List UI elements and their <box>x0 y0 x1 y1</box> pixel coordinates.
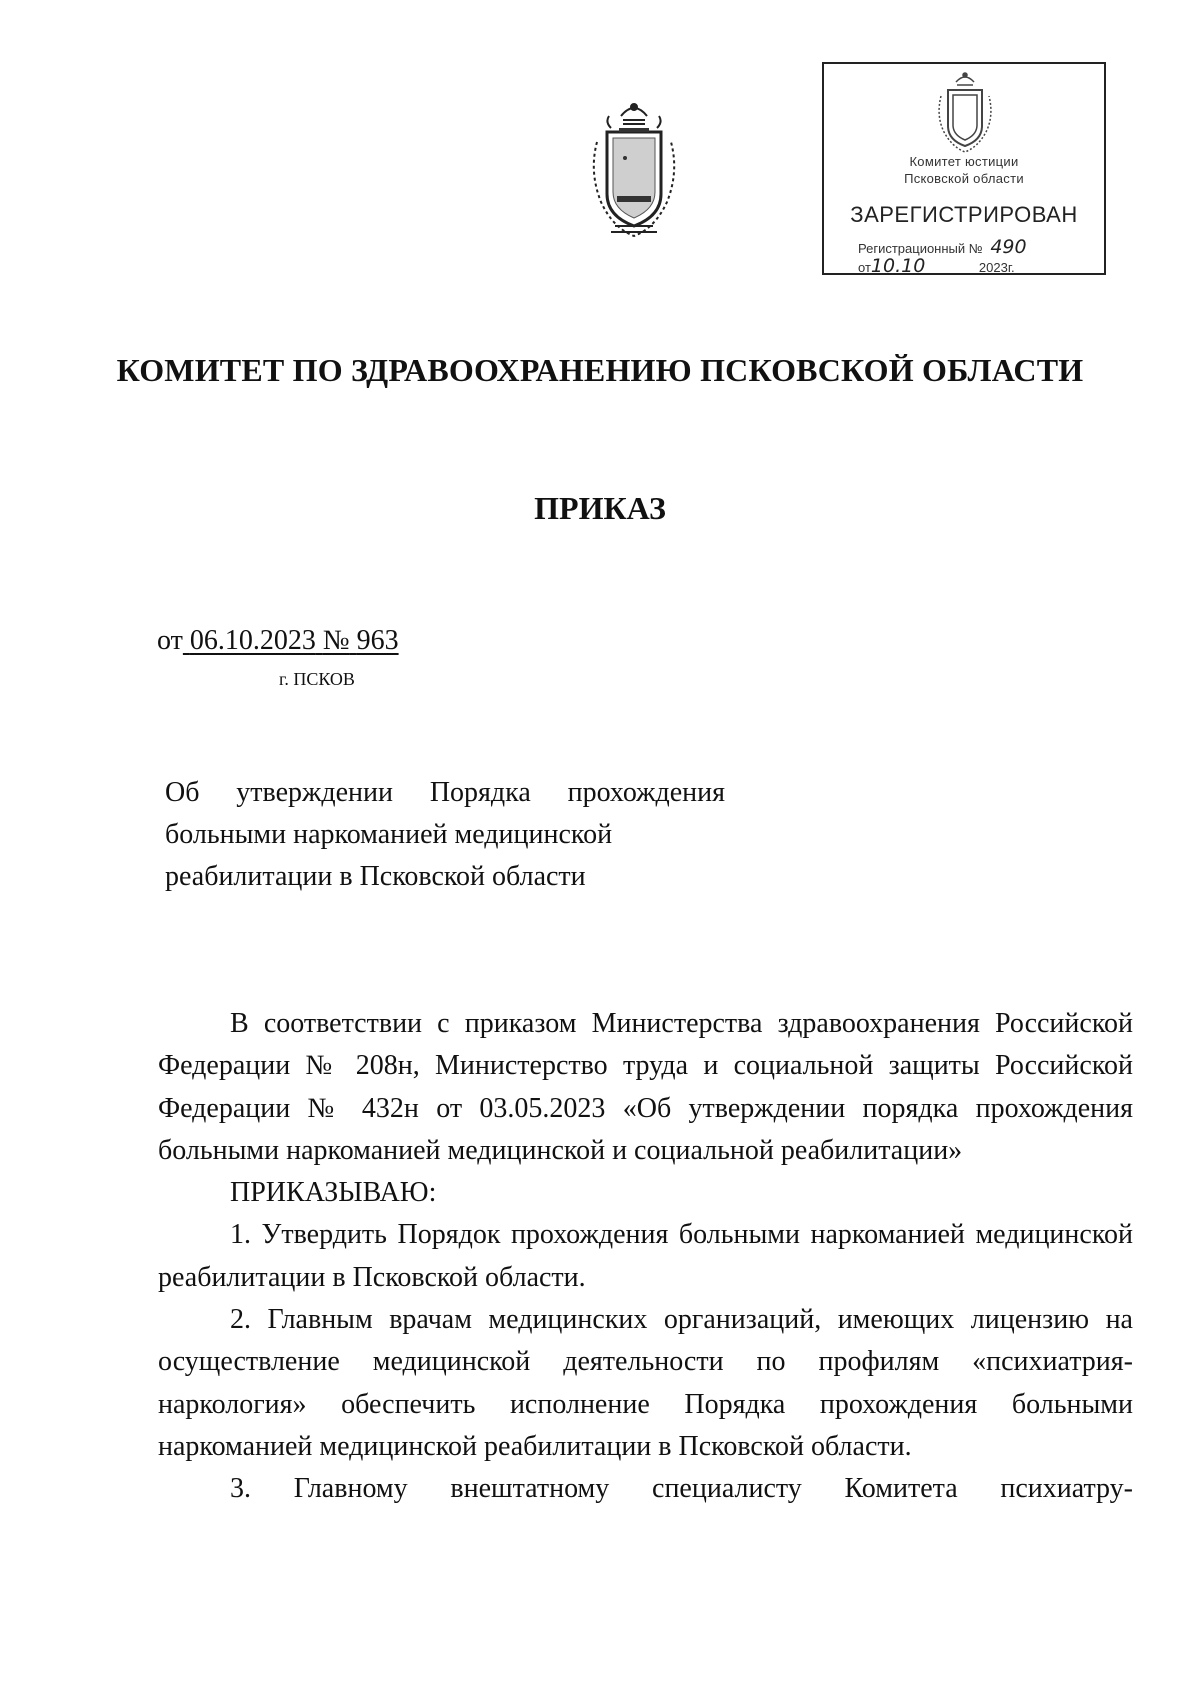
stamp-date-day-month: 10.10 <box>870 255 926 277</box>
document-city: г. ПСКОВ <box>279 669 355 689</box>
number-sign: № <box>322 625 350 656</box>
document-date-number <box>157 625 399 657</box>
subject-line-1: Об утверждении Порядка прохождения <box>165 777 725 808</box>
stamp-date-row <box>858 255 1015 277</box>
subject-line-3: реабилитации в Псковской области <box>165 861 586 892</box>
item-2: 2. Главным врачам медицинских организаций, имеющих лицензию на осуществление медицинской деятельности по профилям «психиатрия-наркология» обеспечить исполнение Порядка прохождения больными наркоманией медицинской реабилитации в Псковской области. <box>158 1304 1133 1462</box>
preamble-paragraph: В соответствии с приказом Министерства здравоохранения Российской Федерации № 208н, Министерство труда и социальной защиты Российской Федерации № 432н от 03.05.2023 «Об утверждении порядка прохождения больными наркоманией медицинской и социальной реабилитации» <box>158 1008 1133 1166</box>
registration-stamp <box>822 62 1106 275</box>
document-date: 06.10.2023 <box>189 625 316 656</box>
stamp-reg-number: 490 <box>990 236 1027 258</box>
subject-line-2: больными наркоманией медицинской <box>165 819 613 850</box>
stamp-org-line2: Псковской области <box>904 171 1024 186</box>
item-3: 3. Главному внештатному специалисту Комитета психиатру- <box>230 1473 1133 1505</box>
stamp-date-suffix: г. <box>1007 260 1015 275</box>
stamp-date-year: 2023 <box>978 260 1008 275</box>
date-prefix: от <box>157 625 183 656</box>
document-body <box>158 1003 1133 1511</box>
document-subject <box>165 772 725 898</box>
stamp-date-prefix: от <box>858 260 871 275</box>
document-type: ПРИКАЗ <box>534 490 666 526</box>
stamp-status: ЗАРЕГИСТРИРОВАН <box>850 202 1078 227</box>
stamp-coat-of-arms-icon <box>936 70 994 154</box>
coat-of-arms-icon <box>585 98 683 246</box>
item-1: 1. Утвердить Порядок прохождения больными наркоманией медицинской реабилитации в Псковской области. <box>158 1219 1133 1293</box>
stamp-reg-label: Регистрационный № <box>858 241 983 256</box>
organization-title: КОМИТЕТ ПО ЗДРАВООХРАНЕНИЮ ПСКОВСКОЙ ОБЛАСТИ <box>116 352 1084 388</box>
document-number: 963 <box>356 625 399 656</box>
order-word: ПРИКАЗЫВАЮ: <box>230 1177 437 1209</box>
stamp-org-line1: Комитет юстиции <box>909 154 1019 169</box>
